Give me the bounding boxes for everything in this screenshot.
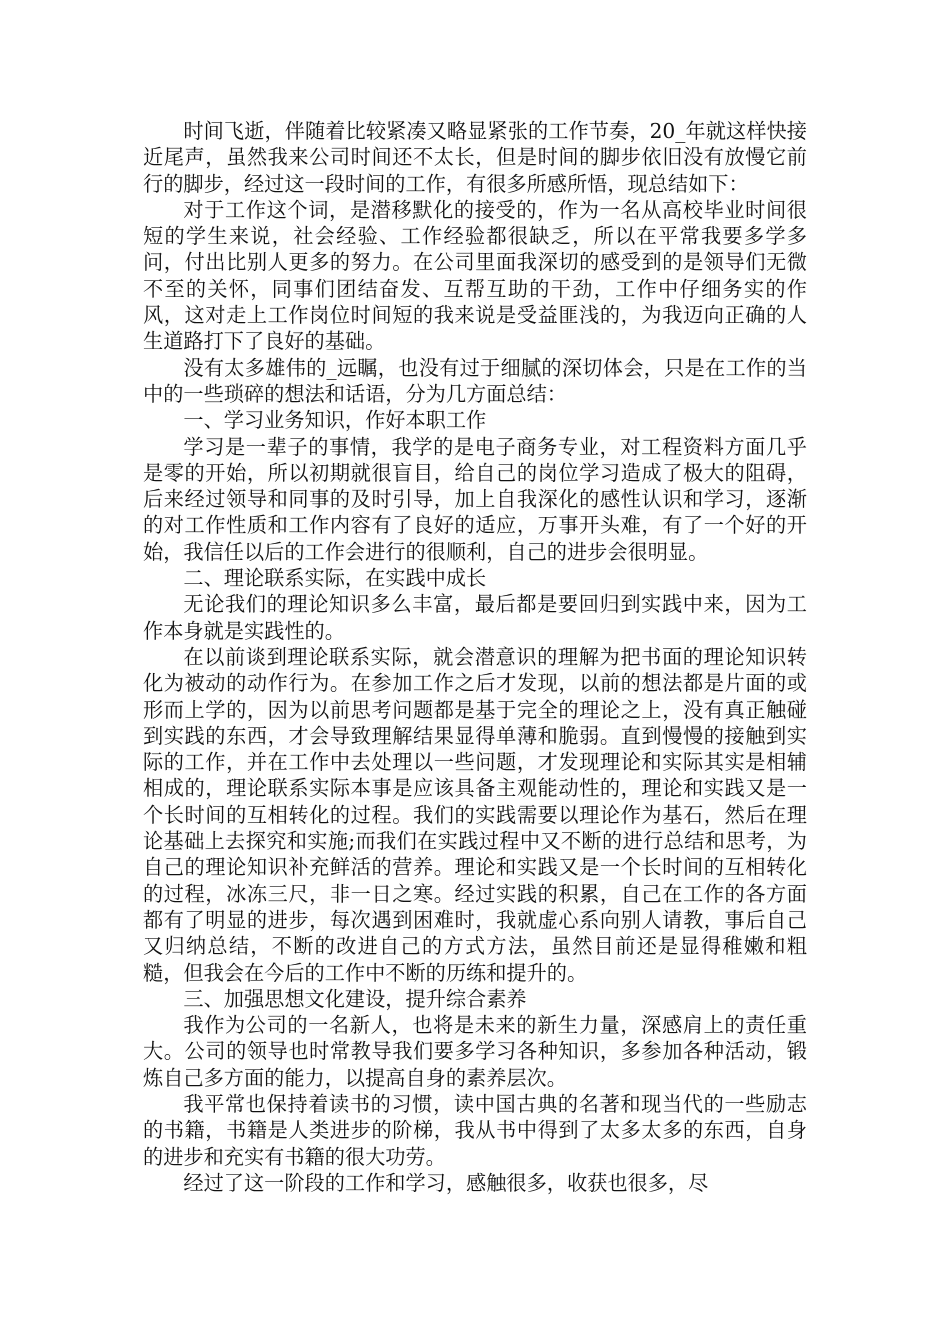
paragraph-intro: 时间飞逝，伴随着比较紧凑又略显紧张的工作节奏，20_年就这样快接近尾声，虽然我来公司时间还不太长，但是时间的脚步依旧没有放慢它前行的脚步，经过这一段时间的工作，有很多所感所悟，现总结如下： xyxy=(143,119,807,196)
section-heading-1: 一、学习业务知识，作好本职工作 xyxy=(183,408,487,433)
paragraph-work-attitude: 对于工作这个词，是潜移默化的接受的，作为一名从高校毕业时间很短的学生来说，社会经验、工作经验都很缺乏，所以在平常我要多学多问，付出比别人更多的努力。在公司里面我深切的感受到的是领导们无微不至的关怀，同事们团结奋发、互帮互助的干劲，工作中仔细务实的作风，这对走上工作岗位时间短的我来说是受益匪浅的，为我迈向正确的人生道路打下了良好的基础。 xyxy=(143,197,807,354)
paragraph-summary-lead: 没有太多雄伟的_远瞩，也没有过于细腻的深切体会，只是在工作的当中的一些琐碎的想法和话语，分为几方面总结： xyxy=(143,355,807,406)
paragraph-section-3a: 我作为公司的一名新人，也将是未来的新生力量，深感肩上的责任重大。公司的领导也时常教导我们要多学习各种知识，多参加各种活动，锻炼自己多方面的能力，以提高自身的素养层次。 xyxy=(143,1013,807,1090)
paragraph-section-1: 学习是一辈子的事情，我学的是电子商务专业，对工程资料方面几乎是零的开始，所以初期就很盲目，给自己的岗位学习造成了极大的阻碍，后来经过领导和同事的及时引导，加上自我深化的感性认识和学习，逐渐的对工作性质和工作内容有了良好的适应，万事开头难，有了一个好的开始，我信任以后的工作会进行的很顺利，自己的进步会很明显。 xyxy=(143,434,807,564)
paragraph-section-2a: 无论我们的理论知识多么丰富，最后都是要回归到实践中来，因为工作本身就是实践性的。 xyxy=(143,592,807,643)
section-heading-3: 三、加强思想文化建设，提升综合素养 xyxy=(183,986,527,1011)
paragraph-section-2b: 在以前谈到理论联系实际，就会潜意识的理解为把书面的理论知识转化为被动的动作行为。在参加工作之后才发现，以前的想法都是片面的或形而上学的，因为以前思考问题都是基于完全的理论之上，没有真正触碰到实践的东西，才会导致理解结果显得单薄和脆弱。直到慢慢的接触到实际的工作，并在工作中去处理以一些问题，才发现理论和实际其实是相辅相成的，理论联系实际本事是应该具备主观能动性的，理论和实践又是一个长时间的互相转化的过程。我们的实践需要以理论作为基石，然后在理论基础上去探究和实施;而我们在实践过程中又不断的进行总结和思考，为自己的理论知识补充鲜活的营养。理论和实践又是一个长时间的互相转化的过程，冰冻三尺，非一日之寒。经过实践的积累，自己在工作的各方面都有了明显的进步，每次遇到困难时，我就虚心系向别人请教，事后自己又归纳总结，不断的改进自己的方式方法，虽然目前还是显得稚嫩和粗糙，但我会在今后的工作中不断的历练和提升的。 xyxy=(143,644,807,985)
paragraph-section-3b: 我平常也保持着读书的习惯，读中国古典的名著和现当代的一些励志的书籍，书籍是人类进步的阶梯，我从书中得到了太多太多的东西，自身的进步和充实有书籍的很大功劳。 xyxy=(143,1091,807,1169)
document-page xyxy=(143,118,807,1196)
paragraph-closing: 经过了这一阶段的工作和学习，感触很多，收获也很多，尽 xyxy=(183,1170,709,1195)
section-heading-2: 二、理论联系实际，在实践中成长 xyxy=(183,566,487,591)
